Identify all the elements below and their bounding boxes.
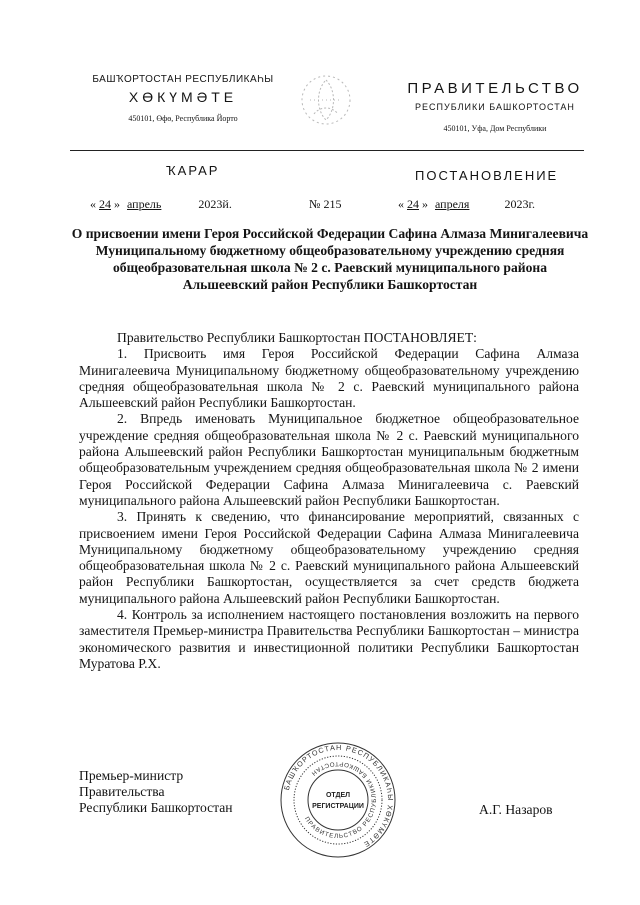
header-left-address: 450101, Өфө, Республика Йорто bbox=[128, 114, 238, 123]
doc-kind-russian: ПОСТАНОВЛЕНИЕ bbox=[415, 168, 559, 183]
signatory-position-line: Республики Башкортостан bbox=[79, 800, 233, 815]
header-right-republic: РЕСПУБЛИКИ БАШКОРТОСТАН bbox=[415, 102, 575, 112]
date-right-day: 24 bbox=[407, 197, 419, 211]
header-right-address: 450101, Уфа, Дом Республики bbox=[443, 124, 547, 133]
signatory-position-line: Премьер-министр bbox=[79, 768, 184, 783]
stamp-center-line2: РЕГИСТРАЦИИ bbox=[312, 803, 364, 810]
stamp-center-line1: ОТДЕЛ bbox=[325, 792, 351, 799]
date-left-quote-close: » bbox=[114, 197, 120, 211]
header-right-government: ПРАВИТЕЛЬСТВО bbox=[407, 80, 583, 97]
stamp-inner-text: ПРАВИТЕЛЬСТВО РЕСПУБЛИКИ БАШКОРТОСТАН bbox=[302, 759, 379, 841]
signatory-position-line: Правительства bbox=[79, 784, 165, 799]
date-right-year: 2023г. bbox=[504, 197, 536, 211]
header-left-block bbox=[78, 74, 288, 123]
header-left-republic: БАШҠОРТОСТАН РЕСПУБЛИКАҺЫ bbox=[92, 74, 274, 85]
signatory-position bbox=[79, 768, 233, 816]
clause-3: 3. Принять к сведению, что финансирование мероприятий, связанных с присвоением имени Героя Российской Федерации Сафина Алмаза Минигалеевича Муниципальному бюджетному общеобразовательному учреждению средняя общеобразовательная школа № 2 с. Раевский муниципального района Альшеевский район Республики Башкортостан, осуществляется за счет средств бюджета муниципального района Альшеевский район Республики Башкортостан. bbox=[79, 509, 579, 606]
date-left-day: 24 bbox=[99, 197, 111, 211]
date-right-quote-open: « bbox=[398, 197, 404, 211]
header-divider bbox=[70, 150, 584, 151]
signatory-name: А.Г. Назаров bbox=[479, 802, 553, 817]
document-title: О присвоении имени Героя Российской Федерации Сафина Алмаза Минигалеевича Муниципальному бюджетному общеобразовательному учреждению средняя общеобразовательная школа № 2 с. Раевский муниципального района Альшеевский район Республики Башкортостан bbox=[71, 226, 589, 292]
coat-of-arms-emblem bbox=[296, 70, 356, 130]
date-right bbox=[398, 197, 535, 212]
date-right-month: апреля bbox=[435, 197, 470, 211]
date-right-quote-close: » bbox=[422, 197, 428, 211]
date-left-month: апрель bbox=[127, 197, 162, 211]
stamp-outer-text: БАШҠОРТОСТАН РЕСПУБЛИКАҺЫ ХӨКҮМӘТЕ bbox=[282, 742, 396, 850]
document-body bbox=[79, 330, 579, 672]
date-left bbox=[90, 197, 232, 212]
date-left-quote-open: « bbox=[90, 197, 96, 211]
clause-2: 2. Впредь именовать Муниципальное бюджетное общеобразовательное учреждение средняя общеобразовательная школа № 2 с. Раевский муниципального района Альшеевский район Республики Башкортостан муниципальным бюджетным общеобразовательным учреждением средняя общеобразовательная школа № 2 имени Героя Российской Федерации Сафина Алмаза Минигалеевича с. Раевский муниципального района Альшеевский район Республики Башкортостан. bbox=[79, 411, 579, 508]
document-number: № 215 bbox=[309, 197, 342, 211]
header-left-government: ХӨКҮМӘТЕ bbox=[128, 89, 238, 105]
clause-4: 4. Контроль за исполнением настоящего постановления возложить на первого заместителя Премьер-министра Правительства Республики Башкортостан – министра экономического развития и инвестиционной политики Республики Башкортостан Муратова Р.Х. bbox=[79, 607, 579, 671]
date-left-year: 2023й. bbox=[198, 197, 232, 211]
preamble: Правительство Республики Башкортостан ПОСТАНОВЛЯЕТ: bbox=[117, 330, 477, 345]
registration-stamp bbox=[278, 740, 398, 860]
doc-kind-bashkir: ҠАРАР bbox=[166, 163, 220, 178]
header-right-block bbox=[392, 80, 598, 133]
clause-1: 1. Присвоить имя Героя Российской Федерации Сафина Алмаза Минигалеевича Муниципальному бюджетному общеобразовательному учреждению средняя общеобразовательная школа № 2 с. Раевский муниципального района Альшеевский район Республики Башкортостан. bbox=[79, 346, 579, 411]
